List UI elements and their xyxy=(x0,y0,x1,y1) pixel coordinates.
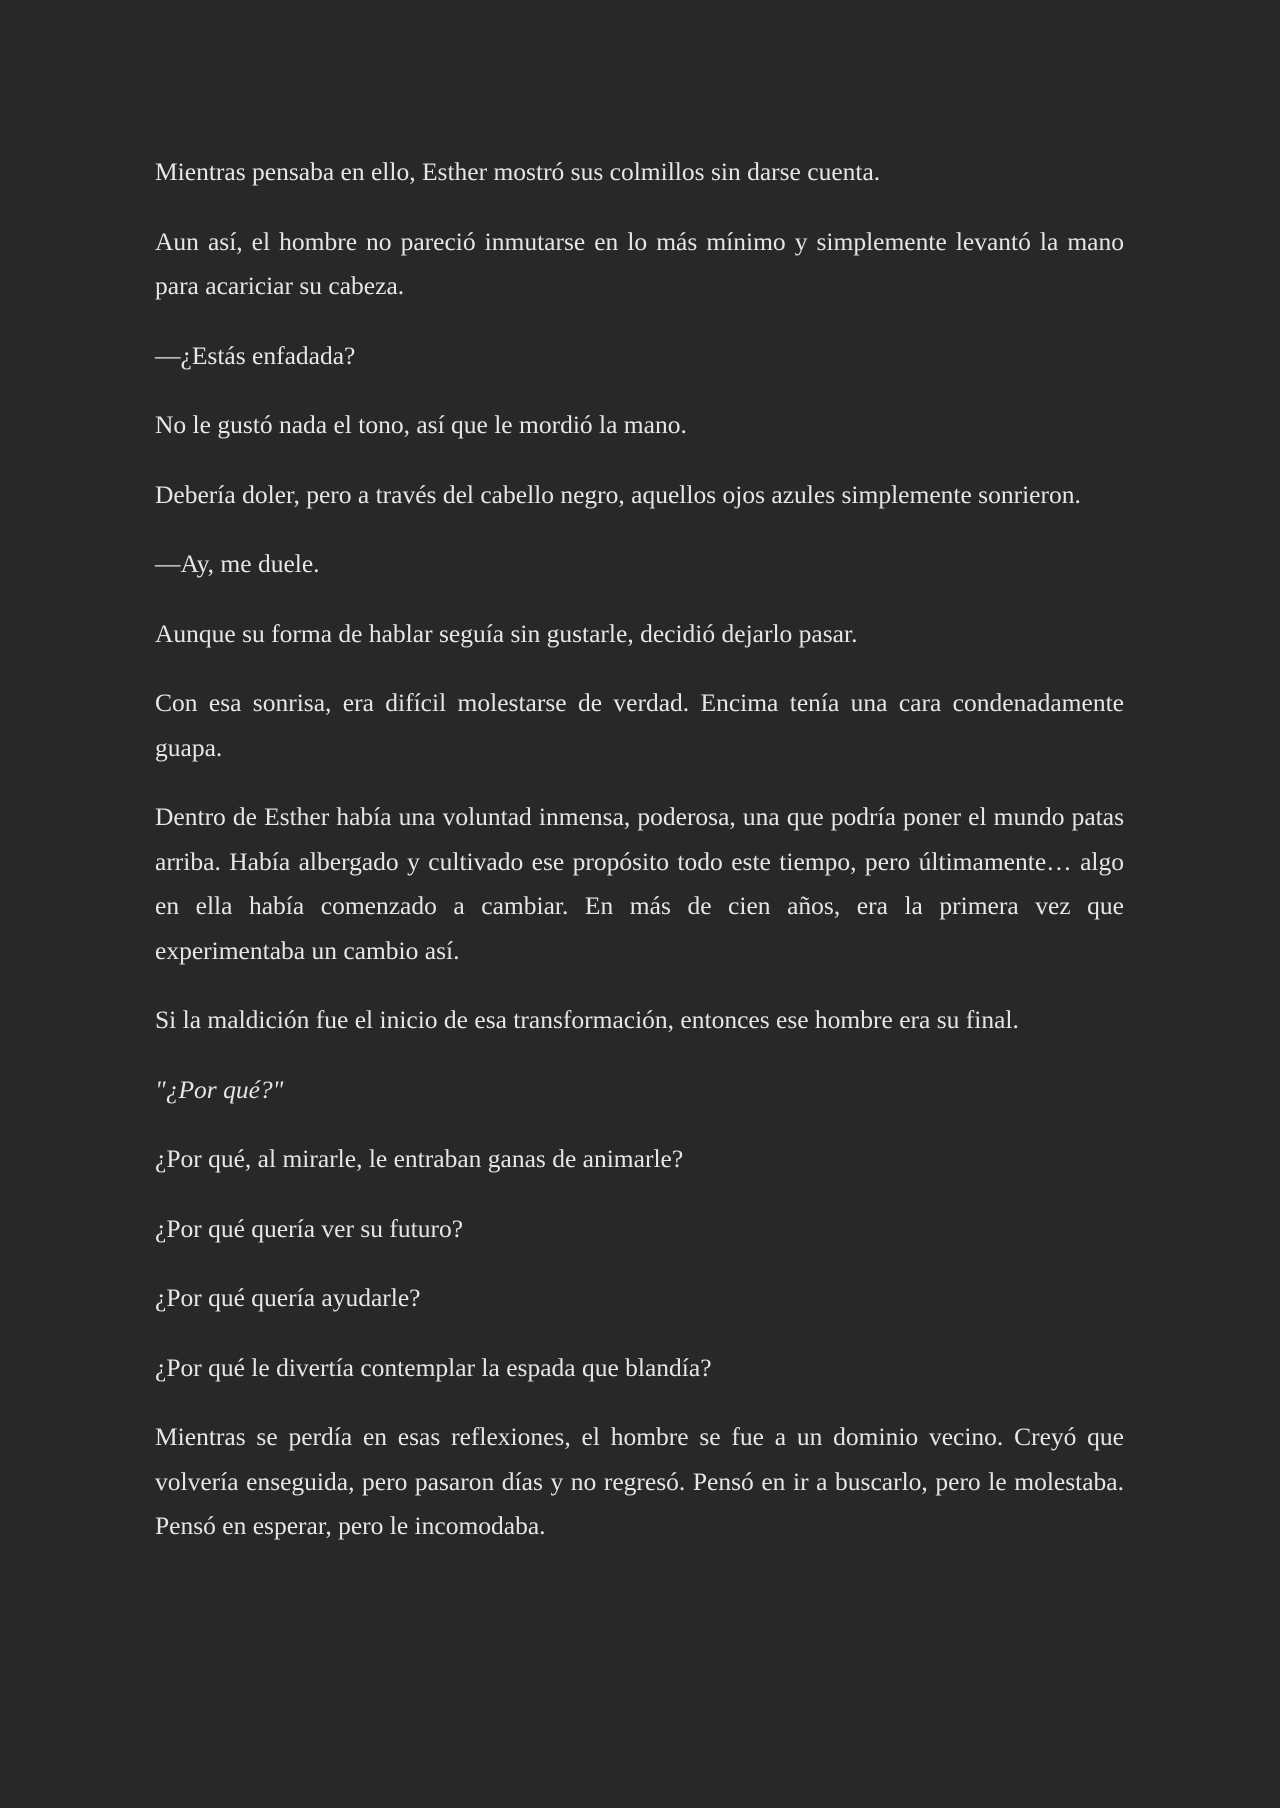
paragraph: Aunque su forma de hablar seguía sin gustarle, decidió dejarlo pasar. xyxy=(155,618,858,648)
dialogue-paragraph: —¿Estás enfadada? xyxy=(155,340,356,370)
paragraph: Si la maldición fue el inicio de esa transformación, entonces ese hombre era su final. xyxy=(155,1005,1019,1034)
paragraph: Aun así, el hombre no pareció inmutarse en lo más mínimo y simplemente levantó la mano para acariciar su cabeza. xyxy=(155,226,1124,300)
reading-pane xyxy=(155,150,1124,1574)
paragraph: Mientras pensaba en ello, Esther mostró sus colmillos sin darse cuenta. xyxy=(155,157,881,186)
paragraph: ¿Por qué, al mirarle, le entraban ganas de animarle? xyxy=(155,1144,684,1173)
paragraph: Dentro de Esther había una voluntad inmensa, poderosa, una que podría poner el mundo patas arriba. Había albergado y cultivado ese propósito todo este tiempo, pero últimamente… algo en ella había comenzado a cambiar. En más de cien años, era la primera vez que experimentaba un cambio así. xyxy=(155,802,1124,965)
paragraph: Con esa sonrisa, era difícil molestarse de verdad. Encima tenía una cara condenadamente guapa. xyxy=(155,688,1124,762)
paragraph: Mientras se perdía en esas reflexiones, el hombre se fue a un dominio vecino. Creyó que volvería enseguida, pero pasaron días y no regresó. Pensó en ir a buscarlo, pero le molestaba. Pensó en esperar, pero le incomodaba. xyxy=(155,1422,1124,1540)
paragraph: Debería doler, pero a través del cabello negro, aquellos ojos azules simplemente sonrieron. xyxy=(155,479,1081,509)
thought-paragraph: "¿Por qué?" xyxy=(155,1074,284,1104)
dialogue-paragraph: —Ay, me duele. xyxy=(155,549,320,578)
paragraph: ¿Por qué quería ayudarle? xyxy=(155,1283,421,1312)
paragraph: ¿Por qué quería ver su futuro? xyxy=(155,1213,464,1243)
paragraph: No le gustó nada el tono, así que le mordió la mano. xyxy=(155,410,687,439)
paragraph: ¿Por qué le divertía contemplar la espada que blandía? xyxy=(155,1352,712,1382)
